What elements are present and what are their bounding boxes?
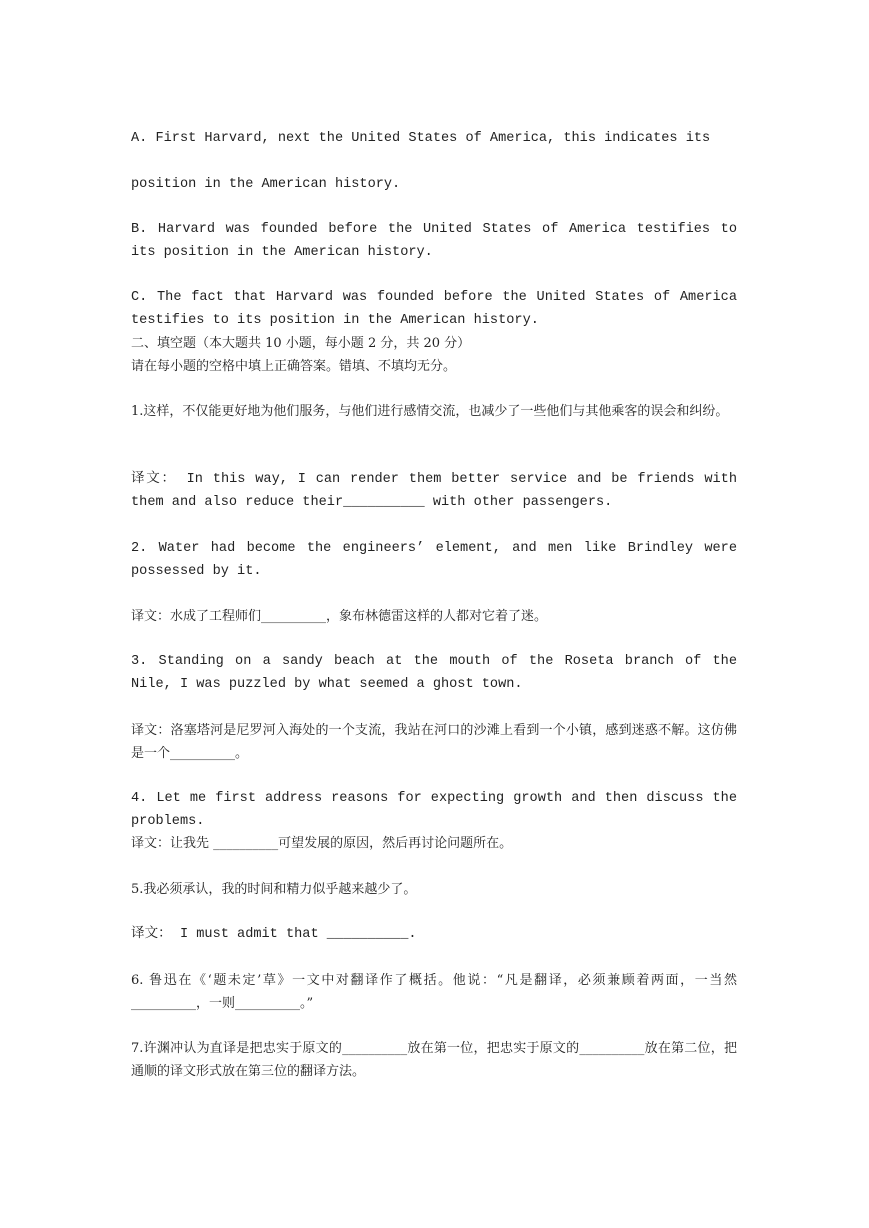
question-6: 6. 鲁迅在《‘题未定’草》一文中对翻译作了概括。他说：“凡是翻译，必须兼顾着两面，一当然__________，一则__________。” — [131, 973, 737, 1011]
question-4: 4. Let me first address reasons for expecting growth and then discuss the problems. — [131, 791, 737, 829]
question-1: 1.这样，不仅能更好地为他们服务，与他们进行感情交流，也减少了一些他们与其他乘客的误会和纠纷。 — [131, 404, 729, 419]
option-b: B. Harvard was founded before the United States of America testifies to its position in the American history. — [131, 222, 737, 260]
section-title: 二、填空题（本大题共 10 小题，每小题 2 分，共 20 分） — [131, 336, 471, 351]
question-3: 3. Standing on a sandy beach at the mouth of the Roseta branch of the Nile, I was puzzled by what seemed a ghost town. — [131, 654, 737, 692]
option-a-line2: position in the American history. — [131, 177, 401, 192]
question-7: 7.许渊冲认为直译是把忠实于原文的__________放在第一位，把忠实于原文的__________放在第二位，把通顺的译文形式放在第三位的翻译方法。 — [131, 1041, 737, 1079]
answer-2: 译文：水成了工程师们__________，象布林德雷这样的人都对它着了迷。 — [131, 609, 548, 624]
answer-4: 译文：让我先 __________可望发展的原因，然后再讨论问题所在。 — [131, 836, 513, 851]
question-5: 5.我必须承认，我的时间和精力似乎越来越少了。 — [131, 882, 417, 897]
option-a-line1: A. First Harvard, next the United States of America, this indicates its — [131, 131, 711, 146]
answer-5: 译文： I must admit that __________. — [131, 927, 417, 942]
question-2: 2. Water had become the engineers’ element, and men like Brindley were possessed by it. — [131, 541, 737, 579]
answer-1: 译文： In this way, I can render them better service and be friends with them and also reduce their__________ with other passengers. — [131, 472, 737, 510]
section-instruction: 请在每小题的空格中填上正确答案。错填、不填均无分。 — [131, 359, 457, 374]
option-c: C. The fact that Harvard was founded before the United States of America testifies to its position in the American history. — [131, 290, 737, 328]
answer-3: 译文：洛塞塔河是尼罗河入海处的一个支流，我站在河口的沙滩上看到一个小镇，感到迷惑不解。这仿佛是一个__________。 — [131, 723, 737, 761]
